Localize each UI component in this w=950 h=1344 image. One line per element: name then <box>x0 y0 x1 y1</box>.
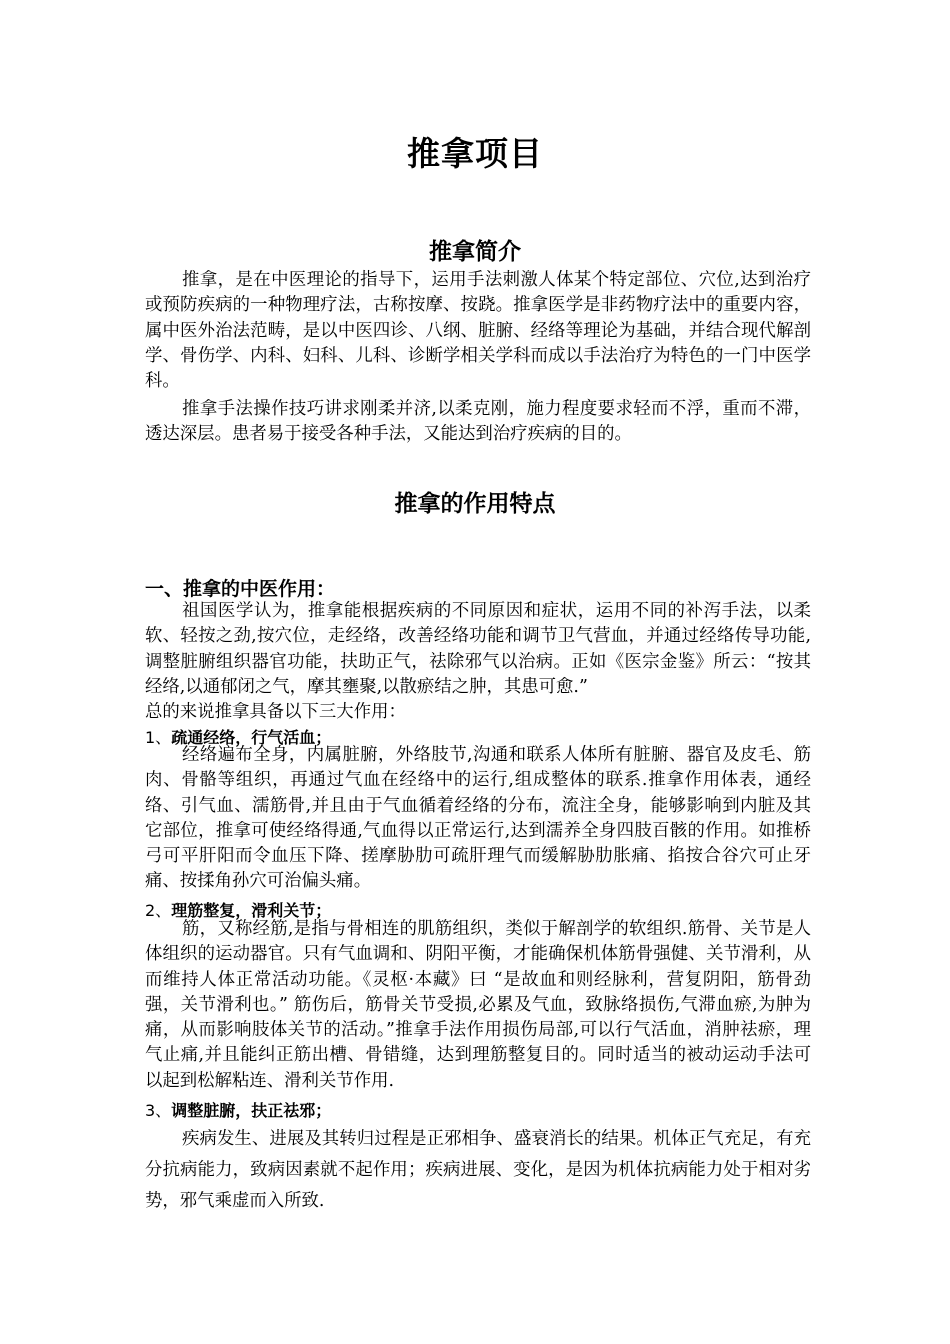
intro-paragraph-2: 推拿手法操作技巧讲求刚柔并济,以柔克刚，施力程度要求轻而不浮，重而不滞，透达深层。患者易于接受各种手法，又能达到治疗疾病的目的。 <box>145 399 811 445</box>
section-1-paragraph: 祖国医学认为，推拿能根据疾病的不同原因和症状，运用不同的补泻手法，以柔软、轻按之劲,按穴位，走经络，改善经络功能和调节卫气营血，并通过经络传导功能,调整脏腑组织器官功能，扶助正气，祛除邪气以治病。正如《医宗金鉴》所云：“按其经络,以通郁闭之气，摩其壅聚,以散瘀结之肿，其患可愈.” <box>145 601 811 697</box>
features-heading: 推拿的作用特点 <box>394 491 556 517</box>
intro-paragraph-1: 推拿，是在中医理论的指导下，运用手法刺激人体某个特定部位、穴位,达到治疗或预防疾病的一种物理疗法，古称按摩、按跷。推拿医学是非药物疗法中的重要内容，属中医外治法范畴，是以中医四诊、八纲、脏腑、经络等理论为基础，并结合现代解剖学、骨伤学、内科、妇科、儿科、诊断学相关学科而成以手法治疗为特色的一门中医学科。 <box>145 270 811 392</box>
item-3-heading <box>145 1098 331 1121</box>
item-2-title: 理筋整复，滑利关节； <box>171 901 332 920</box>
item-2-number: 2、 <box>145 901 172 920</box>
item-2-text: 筋，又称经筋,是指与骨相连的肌筋组织，类似于解剖学的软组织.筋骨、关节是人体组织的运动器官。只有气血调和、阴阳平衡，才能确保机体筋骨强健、关节滑利，从而维持人体正常活动功能。《灵枢·本藏》曰 “是故血和则经脉利，营复阴阳，筋骨劲强，关节滑利也。” 筋伤后，筋骨关节受损,必累及气血，致脉络损伤,气滞血瘀,为肿为痛，从而影响肢体关节的活动。”推拿手法作用损伤局部,可以行气活血，消肿祛瘀，理气止痛,并且能纠正筋出槽、骨错缝，达到理筋整复目的。同时适当的被动运动手法可以起到松解粘连、滑利关节作用. <box>145 919 811 1091</box>
item-3-text: 疾病发生、进展及其转归过程是正邪相争、盛衰消长的结果。机体正气充足，有充分抗病能力，致病因素就不起作用；疾病进展、变化，是因为机体抗病能力处于相对劣势，邪气乘虚而入所致. <box>145 1129 811 1211</box>
intro-heading: 推拿简介 <box>429 239 521 265</box>
item-1-number: 1、 <box>145 728 172 747</box>
section-1-heading: 一、推拿的中医作用： <box>145 578 336 600</box>
item-1-title: 疏通经络，行气活血； <box>171 728 332 747</box>
item-3-number: 3、 <box>145 1101 172 1120</box>
document-title: 推拿项目 <box>407 134 543 173</box>
item-1-text: 经络遍布全身，内属脏腑，外络肢节,沟通和联系人体所有脏腑、器官及皮毛、筋肉、骨骼等组织，再通过气血在经络中的运行,组成整体的联系.推拿作用体表，通经络、引气血、濡筋骨,并且由于气血循着经络的分布，流注全身，能够影响到内脏及其它部位，推拿可使经络得通,气血得以正常运行,达到濡养全身四肢百骸的作用。如推桥弓可平肝阳而令血压下降、搓摩胁肋可疏肝理气而缓解胁肋胀痛、掐按合谷穴可止牙痛、按揉角孙穴可治偏头痛。 <box>145 745 811 892</box>
section-1-summary: 总的来说推拿具备以下三大作用： <box>145 702 406 722</box>
item-3-title: 调整脏腑，扶正祛邪； <box>171 1101 332 1120</box>
